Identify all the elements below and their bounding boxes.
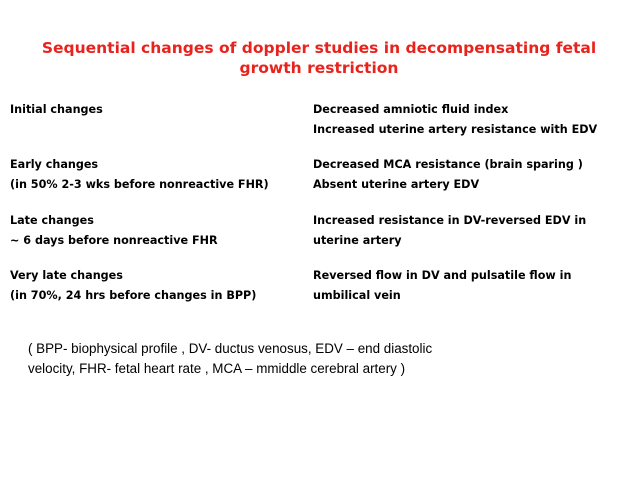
stage-name: Very late changes (10, 269, 123, 282)
footnote-line-2: velocity, FHR- fetal heart rate , MCA – mmiddle cerebral artery ) (28, 361, 406, 376)
stage-name: Late changes (10, 214, 94, 227)
stage-timing (10, 120, 300, 140)
slide-title (20, 36, 618, 76)
stage-timing: (in 70%, 24 hrs before changes in BPP) (10, 289, 257, 302)
stage-name: Early changes (10, 158, 99, 171)
title-line-2: growth restriction (239, 59, 399, 77)
stage-findings (313, 266, 628, 306)
stage-name: Initial changes (10, 103, 103, 116)
finding-line-1: Increased resistance in DV-reversed EDV in (313, 214, 587, 227)
abbreviations-footnote (28, 339, 618, 379)
stage-findings (313, 155, 628, 195)
stage-findings (313, 100, 628, 140)
title-line-1: Sequential changes of doppler studies in decompensating fetal (41, 39, 597, 57)
finding-line-2: uterine artery (313, 234, 402, 247)
stage-label (10, 155, 300, 195)
finding-line-1: Reversed flow in DV and pulsatile flow in (313, 269, 572, 282)
footnote-line-1: ( BPP- biophysical profile , DV- ductus venosus, EDV – end diastolic (28, 341, 433, 356)
stage-timing: ~ 6 days before nonreactive FHR (10, 234, 218, 247)
stage-label (10, 266, 300, 306)
finding-line-1: Decreased MCA resistance (brain sparing ) (313, 158, 583, 171)
finding-line-2: Increased uterine artery resistance with EDV (313, 123, 598, 136)
stage-label (10, 211, 300, 251)
finding-line-2: umbilical vein (313, 289, 401, 302)
stage-findings (313, 211, 628, 251)
finding-line-2: Absent uterine artery EDV (313, 178, 480, 191)
finding-line-1: Decreased amniotic fluid index (313, 103, 509, 116)
stage-label (10, 100, 300, 140)
stage-timing: (in 50% 2-3 wks before nonreactive FHR) (10, 178, 269, 191)
